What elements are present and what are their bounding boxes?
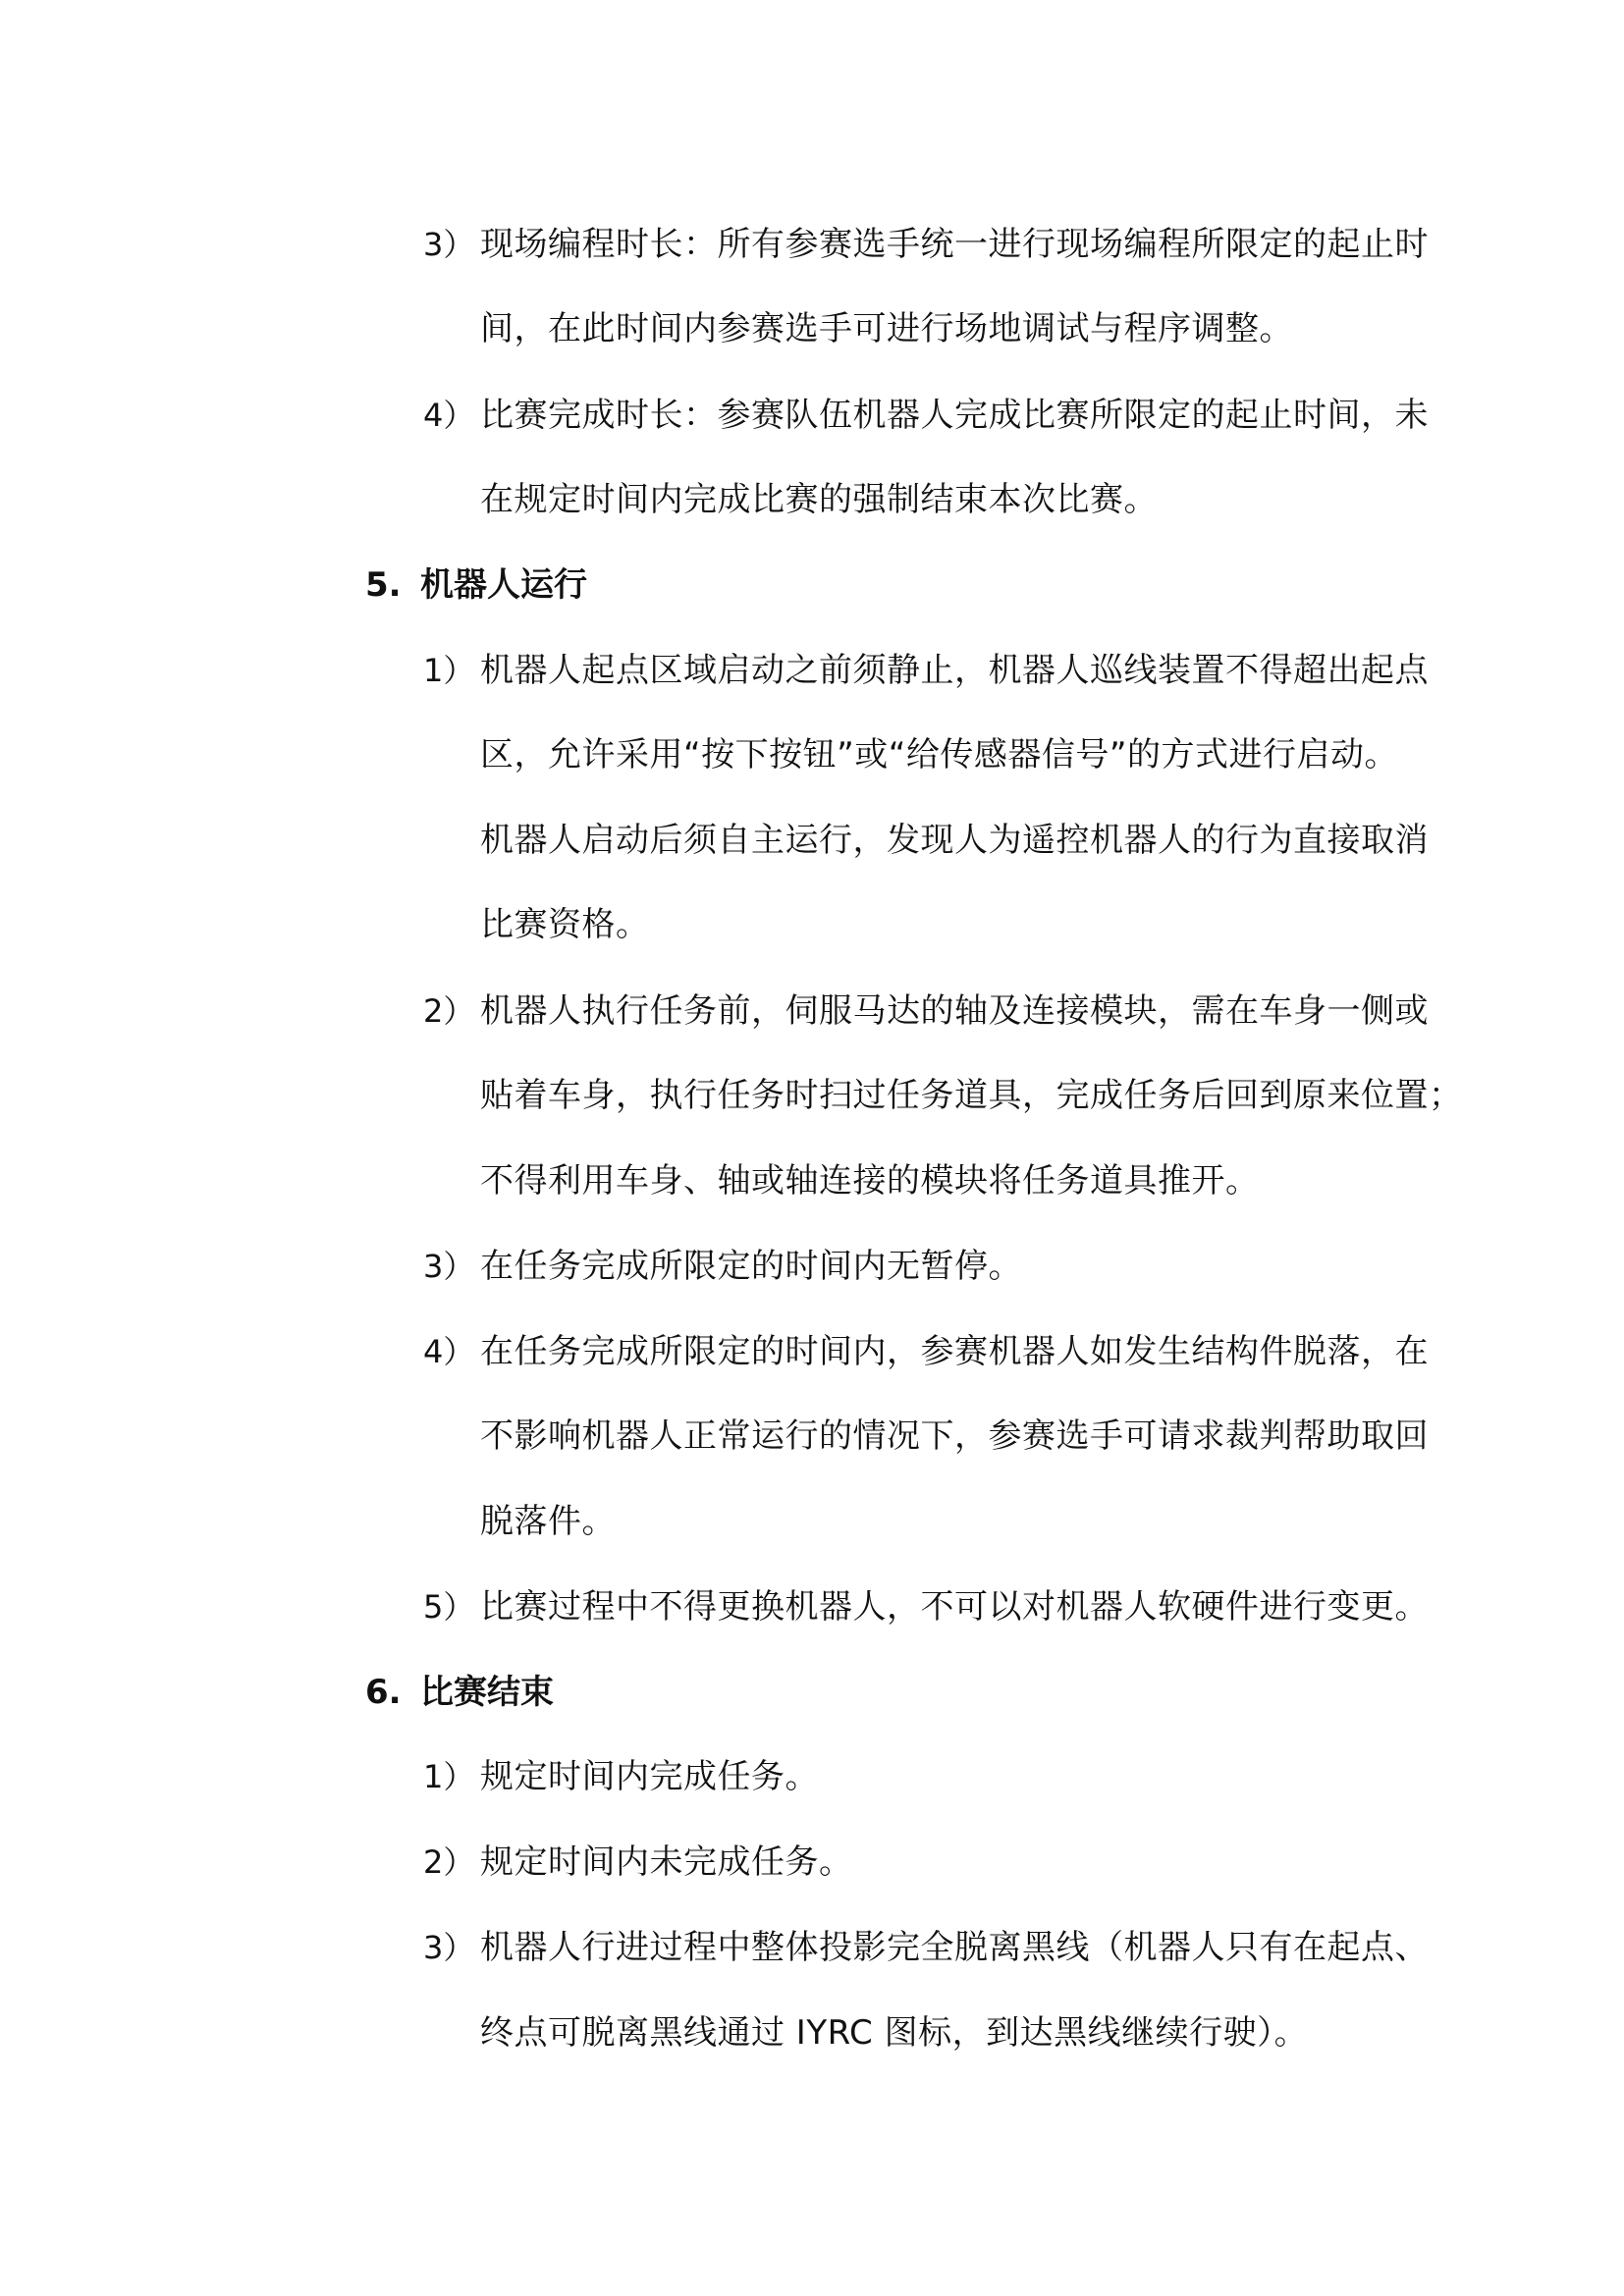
item-text-line: 不影响机器人正常运行的情况下，参赛选手可请求裁判帮助取回	[480, 1416, 1429, 1456]
section-heading: 机器人运行	[420, 565, 587, 605]
item-text-line: 机器人执行任务前，伺服马达的轴及连接模块，需在车身一侧或	[480, 991, 1429, 1031]
item-text-line: 终点可脱离黑线通过 IYRC 图标，到达黑线继续行驶）。	[480, 2013, 1309, 2053]
item-text-line: 不得利用车身、轴或轴连接的模块将任务道具推开。	[480, 1161, 1260, 1201]
item-number: 3）	[423, 226, 475, 263]
section-heading: 比赛结束	[420, 1673, 554, 1712]
item-text-line: 贴着车身，执行任务时扫过任务道具，完成任务后回到原来位置；	[480, 1076, 1463, 1115]
item-number: 5）	[423, 1588, 475, 1626]
item-text-line: 在规定时间内完成比赛的强制结束本次比赛。	[480, 480, 1158, 519]
item-number: 2）	[423, 992, 475, 1030]
item-number: 1）	[423, 652, 475, 689]
item-number: 2）	[423, 1843, 475, 1881]
item-text-line: 区，允许采用“按下按钮”或“给传感器信号”的方式进行启动。	[480, 735, 1398, 774]
item-text-line: 间，在此时间内参赛选手可进行场地调试与程序调整。	[480, 309, 1293, 348]
item-text-line: 脱落件。	[480, 1502, 616, 1541]
item-text-line: 比赛过程中不得更换机器人，不可以对机器人软硬件进行变更。	[480, 1587, 1429, 1627]
section-number: 5.	[365, 565, 402, 605]
item-text-line: 机器人启动后须自主运行，发现人为遥控机器人的行为直接取消	[480, 821, 1429, 860]
item-number: 3）	[423, 1929, 475, 1966]
item-text-line: 在任务完成所限定的时间内，参赛机器人如发生结构件脱落，在	[480, 1332, 1429, 1371]
item-text-line: 现场编程时长：所有参赛选手统一进行现场编程所限定的起止时	[480, 225, 1429, 264]
item-text-line: 机器人行进过程中整体投影完全脱离黑线（机器人只有在起点、	[480, 1928, 1429, 1967]
item-text-line: 机器人起点区域启动之前须静止，机器人巡线装置不得超出起点	[480, 651, 1429, 690]
item-number: 4）	[423, 1333, 475, 1370]
section-number: 6.	[365, 1673, 402, 1712]
item-text-line: 在任务完成所限定的时间内无暂停。	[480, 1247, 1022, 1286]
item-number: 4）	[423, 397, 475, 434]
item-number: 1）	[423, 1758, 475, 1795]
item-text-line: 规定时间内完成任务。	[480, 1757, 819, 1796]
item-text-line: 比赛资格。	[480, 905, 650, 944]
item-text-line: 规定时间内未完成任务。	[480, 1842, 853, 1882]
item-number: 3）	[423, 1248, 475, 1285]
item-text-line: 比赛完成时长：参赛队伍机器人完成比赛所限定的起止时间，未	[480, 396, 1429, 435]
